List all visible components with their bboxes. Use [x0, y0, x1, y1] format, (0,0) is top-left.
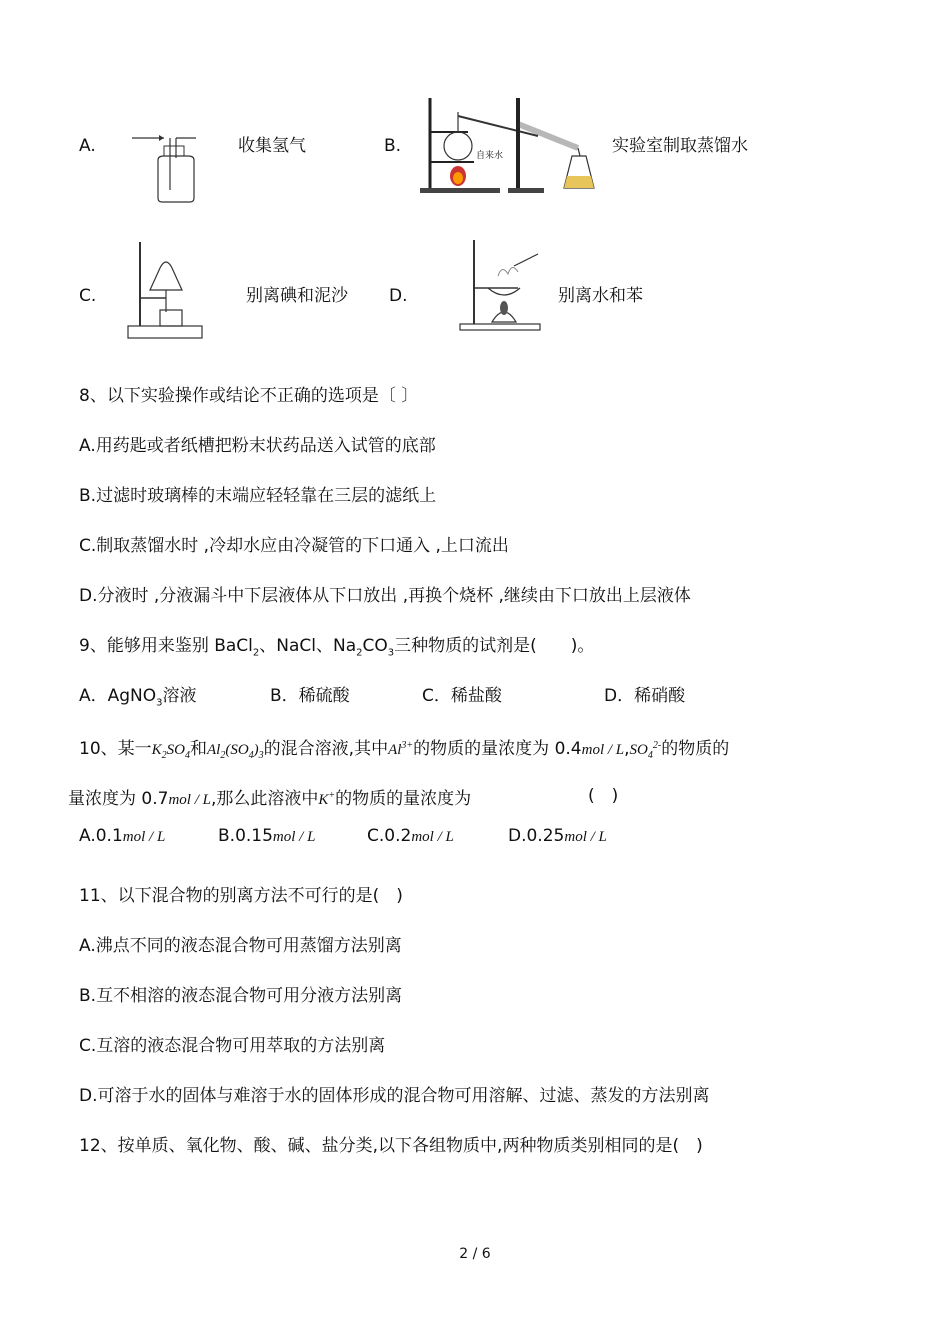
so4-ion: $SO_4^{2-}$	[629, 740, 662, 761]
q10-stem-line2: 量浓度为 0.7mol / L,那么此溶液中K+的物质的量浓度为	[68, 789, 472, 809]
al2so43-formula: $Al_2(SO_4)_3$	[207, 742, 264, 761]
q10-option-a: A.0.1mol / L	[79, 826, 166, 846]
q8-option-d: D.分液时 ,分液漏斗中下层液体从下口放出 ,再换个烧杯 ,继续由下口放出上层液体	[79, 586, 691, 606]
q11-option-d: D.可溶于水的固体与难溶于水的固体形成的混合物可用溶解、过滤、蒸发的方法别离	[79, 1086, 710, 1106]
tap-water-label: 自来水	[476, 151, 504, 161]
gas-collection-bottle-figure	[126, 128, 198, 204]
separatory-funnel-figure	[126, 238, 206, 342]
q10-option-b: B.0.15mol / L	[218, 826, 316, 846]
option-b-text: 实验室制取蒸馏水	[612, 136, 748, 156]
q11-stem: 11、以下混合物的别离方法不可行的是( )	[79, 886, 403, 906]
q11-option-a: A.沸点不同的液态混合物可用蒸馏方法别离	[79, 936, 402, 956]
q12-stem: 12、按单质、氧化物、酸、碱、盐分类,以下各组物质中,两种物质类别相同的是( )	[79, 1136, 703, 1156]
k-ion: K+	[318, 790, 336, 808]
option-c-letter: C.	[79, 286, 97, 306]
q8-option-c: C.制取蒸馏水时 ,冷却水应由冷凝管的下口通入 ,上口流出	[79, 536, 509, 556]
evaporation-apparatus-figure	[458, 236, 548, 336]
q9-option-a: A．AgNO$_3$溶液	[79, 686, 197, 709]
option-d-text: 别离水和苯	[558, 286, 643, 306]
q9-stem: 9、能够用来鉴别 BaCl$_2$、NaCl、$Na_2CO_3$三种物质的试剂是( )。	[79, 636, 595, 659]
q10-option-c: C.0.2mol / L	[367, 826, 454, 846]
option-a-text: 收集氢气	[238, 136, 306, 156]
k2so4-formula: $K_2SO_4$	[151, 742, 190, 761]
q9-option-d: D．稀硝酸	[604, 686, 686, 706]
option-b-letter: B.	[384, 136, 402, 156]
q11-option-b: B.互不相溶的液态混合物可用分液方法别离	[79, 986, 403, 1006]
option-d-letter: D.	[389, 286, 408, 306]
q8-stem: 8、以下实验操作或结论不正确的选项是〔 〕	[79, 386, 419, 406]
q10-answer-paren: ( )	[588, 786, 619, 806]
page-number: 2 / 6	[459, 1246, 491, 1262]
q10-stem-line1: 10、某一$K_2SO_4$和$Al_2(SO_4)_3$的混合溶液,其中$Al^{3+}$的物质的量浓度为 $0.4mol / L,SO_4^{2-}$的物质的	[79, 739, 730, 761]
option-a-letter: A.	[79, 136, 96, 156]
option-c-text: 别离碘和泥沙	[246, 286, 348, 306]
q11-option-c: C.互溶的液态混合物可用萃取的方法别离	[79, 1036, 386, 1056]
q9-option-c: C．稀盐酸	[422, 686, 502, 706]
q8-option-a: A.用药匙或者纸槽把粉末状药品送入试管的底部	[79, 436, 436, 456]
al3-ion: $Al^{3+}$	[388, 740, 414, 758]
q10-option-d: D.0.25mol / L	[508, 826, 607, 846]
q8-option-b: B.过滤时玻璃棒的末端应轻轻靠在三层的滤纸上	[79, 486, 437, 506]
distillation-apparatus-figure	[418, 96, 600, 196]
q9-option-b: B．稀硫酸	[270, 686, 350, 706]
